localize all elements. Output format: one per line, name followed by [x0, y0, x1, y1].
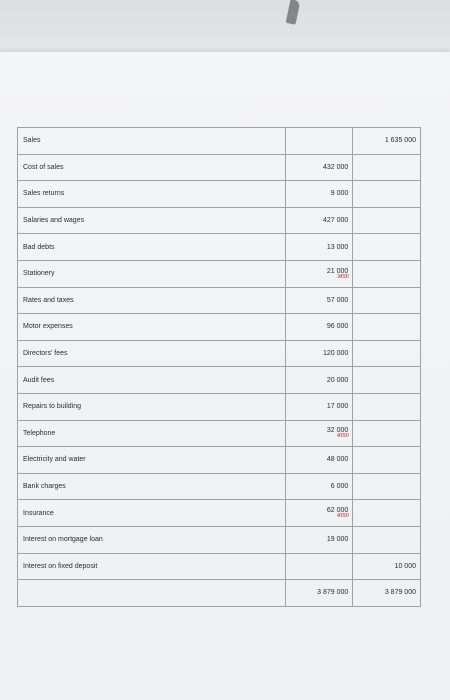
debit-cell: 17 000: [285, 393, 353, 420]
background-band: [0, 0, 450, 60]
row-label: Audit fees: [18, 367, 286, 394]
debit-value: 32 000: [326, 427, 349, 435]
row-label: Directors' fees: [18, 340, 286, 367]
row-label: Repairs to building: [18, 393, 286, 420]
table-row: [18, 553, 421, 580]
credit-cell: [353, 500, 421, 527]
debit-cell: 48 000: [285, 447, 353, 474]
credit-cell: [353, 420, 421, 447]
debit-value: 21 000: [326, 267, 349, 275]
row-label: Bad debts: [18, 234, 286, 261]
table-row: [18, 447, 421, 474]
trial-balance-body: [18, 128, 421, 607]
table-row: [18, 473, 421, 500]
debit-cell: 6 000: [285, 473, 353, 500]
debit-cell: 427 000: [285, 207, 353, 234]
credit-cell: [353, 181, 421, 208]
debit-cell: 9 000: [285, 181, 353, 208]
row-label: [18, 580, 286, 607]
table-row: [18, 128, 421, 155]
row-label: Sales: [18, 128, 286, 155]
debit-cell: 19 000: [285, 526, 353, 553]
table-row: [18, 340, 421, 367]
row-label: Interest on fixed deposit: [18, 553, 286, 580]
trial-balance-table: [17, 127, 421, 607]
credit-cell: 1 635 000: [353, 128, 421, 155]
table-row: [18, 181, 421, 208]
debit-total: 3 879 000: [285, 580, 353, 607]
row-label: Motor expenses: [18, 314, 286, 341]
credit-cell: [353, 314, 421, 341]
credit-cell: [353, 526, 421, 553]
debit-cell: 120 000: [285, 340, 353, 367]
row-label: Cost of sales: [18, 154, 286, 181]
debit-cell: 57 000: [285, 287, 353, 314]
row-label: Telephone: [18, 420, 286, 447]
row-label: Electricity and water: [18, 447, 286, 474]
table-row: [18, 207, 421, 234]
credit-cell: 10 000: [353, 553, 421, 580]
table-row: [18, 526, 421, 553]
row-label: Insurance: [18, 500, 286, 527]
table-row: [18, 314, 421, 341]
totals-row: [18, 580, 421, 607]
debit-cell: [285, 260, 353, 287]
credit-cell: [353, 393, 421, 420]
table-row: [18, 367, 421, 394]
debit-cell: 432 000: [285, 154, 353, 181]
debit-cell: 20 000: [285, 367, 353, 394]
handwritten-note: 34000: [336, 273, 349, 280]
credit-cell: [353, 340, 421, 367]
debit-cell: [285, 553, 353, 580]
credit-cell: [353, 367, 421, 394]
credit-cell: [353, 260, 421, 287]
handwritten-note: 40000: [336, 513, 349, 520]
table-row: [18, 287, 421, 314]
credit-cell: [353, 234, 421, 261]
row-label: Sales returns: [18, 181, 286, 208]
credit-cell: [353, 473, 421, 500]
table-row: [18, 234, 421, 261]
credit-total: 3 879 000: [353, 580, 421, 607]
debit-cell: [285, 128, 353, 155]
page-curl: [286, 0, 301, 25]
row-label: Bank charges: [18, 473, 286, 500]
credit-cell: [353, 207, 421, 234]
credit-cell: [353, 447, 421, 474]
handwritten-note: 40000: [336, 433, 349, 440]
table-row: [18, 154, 421, 181]
credit-cell: [353, 154, 421, 181]
debit-value: 62 000: [326, 507, 349, 515]
credit-cell: [353, 287, 421, 314]
debit-cell: 13 000: [285, 234, 353, 261]
debit-cell: [285, 420, 353, 447]
row-label: Salaries and wages: [18, 207, 286, 234]
table-row: [18, 393, 421, 420]
row-label: Stationery: [18, 260, 286, 287]
table-row: [18, 420, 421, 447]
debit-cell: [285, 500, 353, 527]
row-label: Interest on mortgage loan: [18, 526, 286, 553]
table-row: [18, 500, 421, 527]
debit-cell: 96 000: [285, 314, 353, 341]
table-row: [18, 260, 421, 287]
row-label: Rates and taxes: [18, 287, 286, 314]
